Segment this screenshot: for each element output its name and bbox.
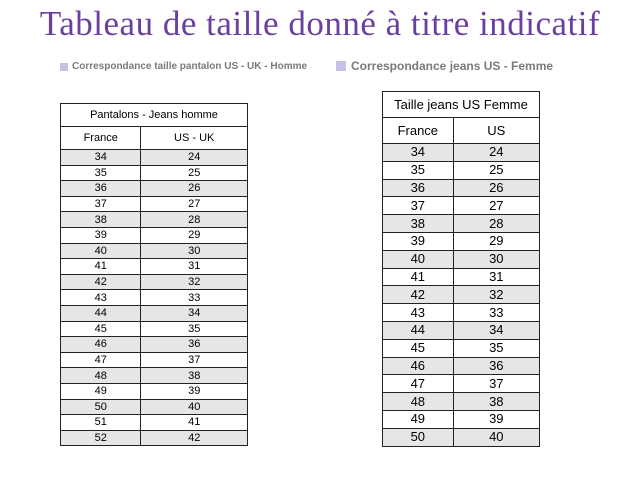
france-size-cell: 36: [61, 181, 141, 197]
column-header: France: [61, 127, 141, 150]
table-row: [383, 215, 540, 233]
table-row: [383, 393, 540, 411]
france-size-cell: 42: [383, 286, 454, 304]
us-size-cell: 38: [453, 393, 539, 411]
france-size-cell: 50: [61, 399, 141, 415]
us-size-cell: 32: [453, 286, 539, 304]
table-row: [61, 227, 248, 243]
france-size-cell: 37: [383, 197, 454, 215]
france-size-cell: 35: [61, 165, 141, 181]
france-size-cell: 45: [61, 321, 141, 337]
france-size-cell: 43: [61, 290, 141, 306]
square-bullet-icon: [60, 63, 68, 71]
table-row: [383, 197, 540, 215]
us-size-cell: 39: [453, 410, 539, 428]
france-size-cell: 43: [383, 304, 454, 322]
table-row: [61, 150, 248, 166]
us-size-cell: 40: [141, 399, 248, 415]
france-size-cell: 44: [61, 305, 141, 321]
us-size-cell: 31: [453, 268, 539, 286]
table-row: [61, 259, 248, 275]
france-size-cell: 50: [383, 428, 454, 446]
us-size-cell: 32: [141, 274, 248, 290]
us-size-cell: 37: [141, 352, 248, 368]
table-row: [61, 383, 248, 399]
us-size-cell: 25: [141, 165, 248, 181]
table-row: [383, 286, 540, 304]
us-size-cell: 26: [141, 181, 248, 197]
france-size-cell: 49: [383, 410, 454, 428]
us-size-cell: 33: [453, 304, 539, 322]
table-row: [383, 250, 540, 268]
france-size-cell: 40: [383, 250, 454, 268]
us-size-cell: 25: [453, 161, 539, 179]
france-size-cell: 47: [61, 352, 141, 368]
column-header: US - UK: [141, 127, 248, 150]
france-size-cell: 37: [61, 196, 141, 212]
france-size-cell: 34: [61, 150, 141, 166]
table-row: [61, 415, 248, 431]
table-row: [61, 243, 248, 259]
women-size-table: [382, 91, 540, 447]
table-row: [383, 161, 540, 179]
us-size-cell: 28: [453, 215, 539, 233]
france-size-cell: 42: [61, 274, 141, 290]
france-size-cell: 52: [61, 430, 141, 446]
us-size-cell: 42: [141, 430, 248, 446]
table-row: [61, 165, 248, 181]
table-row: [61, 321, 248, 337]
france-size-cell: 36: [383, 179, 454, 197]
table-row: [383, 375, 540, 393]
column-header: US: [453, 118, 539, 144]
us-size-cell: 30: [453, 250, 539, 268]
france-size-cell: 35: [383, 161, 454, 179]
table-row: [61, 274, 248, 290]
france-size-cell: 45: [383, 339, 454, 357]
us-size-cell: 31: [141, 259, 248, 275]
table-row: [383, 144, 540, 162]
us-size-cell: 27: [453, 197, 539, 215]
table-row: [61, 352, 248, 368]
france-size-cell: 48: [61, 368, 141, 384]
table-row: [383, 268, 540, 286]
us-size-cell: 41: [141, 415, 248, 431]
france-size-cell: 41: [383, 268, 454, 286]
section-heading-men: [60, 62, 310, 73]
france-size-cell: 38: [61, 212, 141, 228]
column-header: France: [383, 118, 454, 144]
table-row: [61, 196, 248, 212]
table-row: [61, 337, 248, 353]
us-size-cell: 34: [141, 305, 248, 321]
table-row: [61, 290, 248, 306]
us-size-cell: 36: [453, 357, 539, 375]
us-size-cell: 36: [141, 337, 248, 353]
us-size-cell: 29: [141, 227, 248, 243]
us-size-cell: 26: [453, 179, 539, 197]
france-size-cell: 46: [61, 337, 141, 353]
us-size-cell: 28: [141, 212, 248, 228]
table-row: [383, 179, 540, 197]
square-bullet-icon: [336, 61, 346, 71]
france-size-cell: 47: [383, 375, 454, 393]
us-size-cell: 39: [141, 383, 248, 399]
us-size-cell: 35: [141, 321, 248, 337]
france-size-cell: 38: [383, 215, 454, 233]
us-size-cell: 35: [453, 339, 539, 357]
men-size-table: [60, 103, 248, 446]
us-size-cell: 34: [453, 321, 539, 339]
us-size-cell: 24: [141, 150, 248, 166]
france-size-cell: 39: [383, 232, 454, 250]
france-size-cell: 51: [61, 415, 141, 431]
us-size-cell: 38: [141, 368, 248, 384]
table-row: [383, 428, 540, 446]
table-row: [383, 357, 540, 375]
france-size-cell: 48: [383, 393, 454, 411]
table-row: [383, 339, 540, 357]
section-heading-men-text: Correspondance taille pantalon US - UK - Homme: [72, 61, 308, 72]
france-size-cell: 49: [61, 383, 141, 399]
table-row: [61, 212, 248, 228]
us-size-cell: 24: [453, 144, 539, 162]
table-row: [61, 305, 248, 321]
france-size-cell: 41: [61, 259, 141, 275]
us-size-cell: 40: [453, 428, 539, 446]
table-row: [61, 399, 248, 415]
table-row: [61, 181, 248, 197]
section-heading-women-text: Correspondance jeans US - Femme: [351, 59, 554, 73]
page-title: Tableau de taille donné à titre indicatif: [39, 4, 601, 43]
france-size-cell: 34: [383, 144, 454, 162]
us-size-cell: 33: [141, 290, 248, 306]
us-size-cell: 27: [141, 196, 248, 212]
table-row: [383, 232, 540, 250]
table-row: [383, 304, 540, 322]
table-title: Pantalons - Jeans homme: [61, 104, 248, 127]
table-row: [383, 321, 540, 339]
france-size-cell: 40: [61, 243, 141, 259]
table-row: [61, 430, 248, 446]
france-size-cell: 44: [383, 321, 454, 339]
us-size-cell: 29: [453, 232, 539, 250]
us-size-cell: 37: [453, 375, 539, 393]
table-row: [383, 410, 540, 428]
section-heading-women: [336, 60, 606, 73]
table-title: Taille jeans US Femme: [383, 92, 540, 118]
us-size-cell: 30: [141, 243, 248, 259]
france-size-cell: 39: [61, 227, 141, 243]
france-size-cell: 46: [383, 357, 454, 375]
table-row: [61, 368, 248, 384]
